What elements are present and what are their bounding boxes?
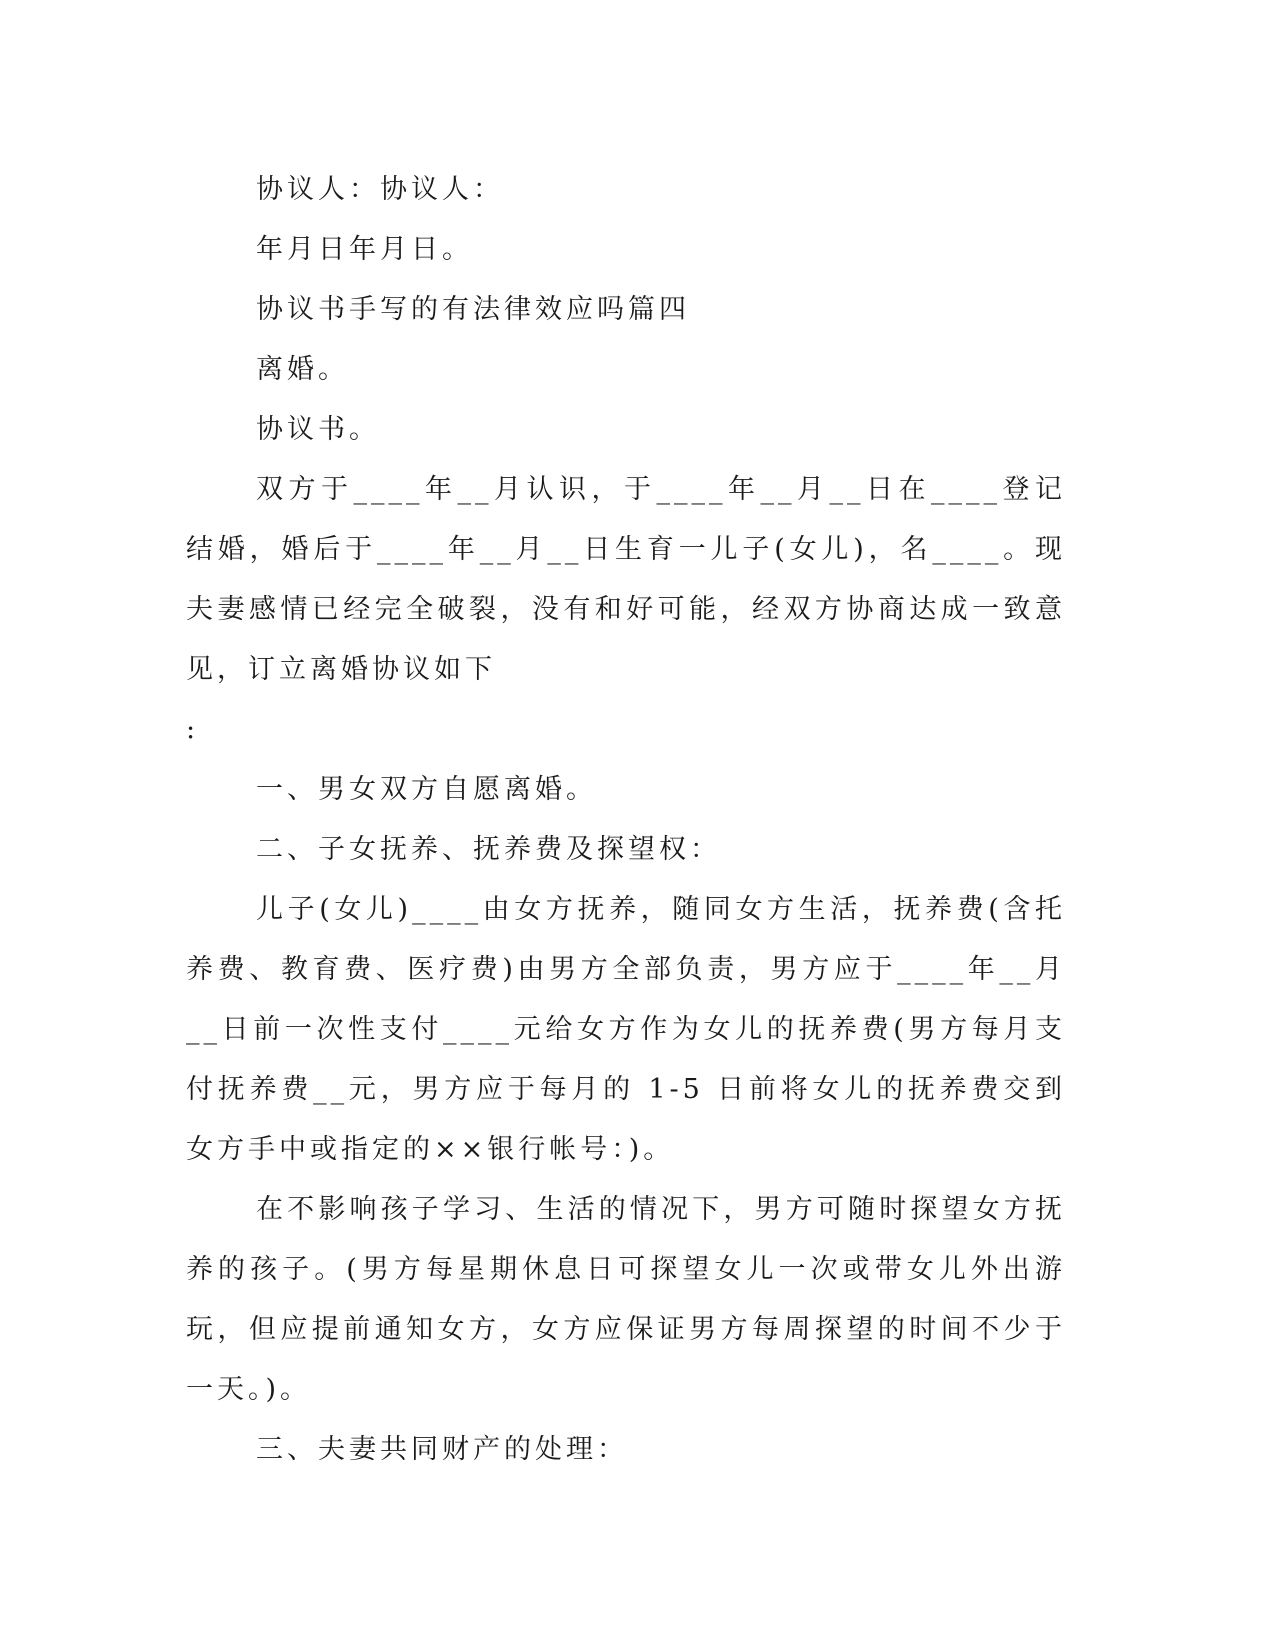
clause-3-heading: 三、夫妻共同财产的处理： xyxy=(256,1434,628,1465)
visitation-paragraph: 在不影响孩子学习、生活的情况下，男方可随时探望女方抚养的孩子。(男方每星期休息日可探望女儿一次或带女儿外出游玩，但应提前通知女方，女方应保证男方每周探望的时间不少于一天。)。 xyxy=(186,1194,1066,1405)
document-title-part2: 协议书。 xyxy=(256,414,380,445)
document-title-part1: 离婚。 xyxy=(256,354,349,385)
intro-paragraph: 双方于____年__月认识，于____年__月__日在____登记结婚，婚后于____年__月__日生育一儿子(女儿)，名____。现夫妻感情已经完全破裂，没有和好可能，经双方协商达成一致意见，订立离婚协议如下 xyxy=(186,474,1066,685)
custody-paragraph: 儿子(女儿)____由女方抚养，随同女方生活，抚养费(含托养费、教育费、医疗费)由男方全部负责，男方应于____年__月__日前一次性支付____元给女方作为女儿的抚养费(男方每月支付抚养费__元，男方应于每月的 1-5 日前将女儿的抚养费交到女方手中或指定的××银行帐号：)。 xyxy=(186,894,1066,1165)
document-body xyxy=(186,160,1066,1480)
clause-1: 一、男女双方自愿离婚。 xyxy=(256,774,597,805)
clause-2-heading: 二、子女抚养、抚养费及探望权： xyxy=(256,834,721,865)
section-heading: 协议书手写的有法律效应吗篇四 xyxy=(256,294,690,325)
intro-colon: : xyxy=(186,714,200,745)
signatories-line: 协议人：协议人： xyxy=(256,174,504,205)
date-line: 年月日年月日。 xyxy=(256,234,473,265)
